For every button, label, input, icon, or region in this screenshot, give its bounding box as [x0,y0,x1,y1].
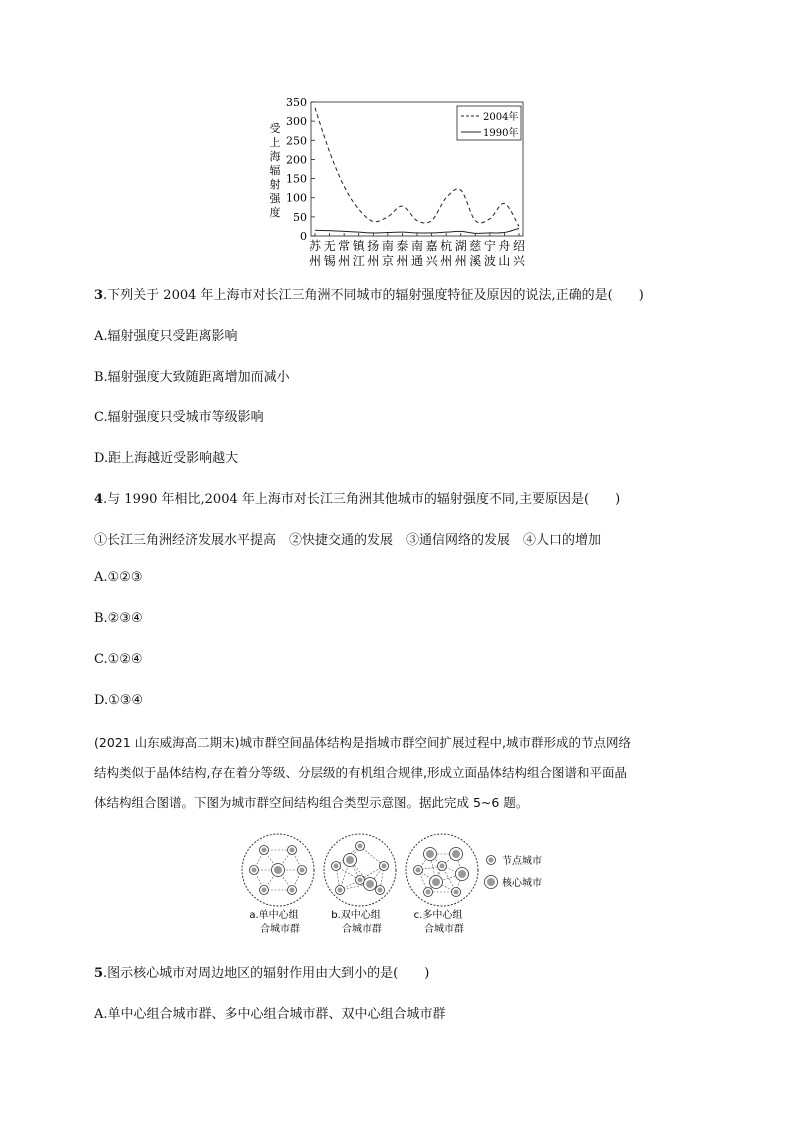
x-tick-label: 扬 [367,239,380,253]
x-tick-label: 舟 [498,239,511,253]
x-tick-label: 京 [381,254,394,268]
q4-items: ①长江三角洲经济发展水平提高 ②快捷交通的发展 ③通信网络的发展 ④人口的增加 [94,533,602,548]
x-tick-label: 泰 [396,239,409,253]
legend-node-city: 节点城市 [502,856,542,867]
x-tick-label: 苏 [308,239,322,253]
core-city-center [432,878,440,886]
core-city-center [458,870,466,878]
y-axis-label-char: 上 [269,136,281,149]
x-tick-label: 湖 [454,239,467,253]
q3-option-d[interactable]: D.距上海越近受影响越大 [94,451,239,466]
y-axis-label-char: 辐 [269,164,281,177]
y-tick-label: 350 [286,96,307,109]
node-city-center [426,890,431,895]
q4-option-a[interactable]: A.①②③ [94,570,143,585]
node-city-center [338,888,343,893]
y-tick-label: 200 [286,153,307,167]
legend-2004: 2004年 [483,112,519,123]
caption-b-line2: 合城市群 [342,924,382,935]
x-tick-label: 镇 [352,239,365,253]
node-city-center [290,848,295,853]
x-tick-label: 通 [410,254,424,268]
y-tick-label: 150 [286,172,307,186]
x-tick-label: 绍 [512,239,526,253]
x-tick-label: 杭 [440,239,453,253]
y-tick-label: 300 [286,115,307,129]
radiation-line-chart [265,96,535,268]
intro-paragraph [94,728,704,818]
x-tick-label: 兴 [512,254,526,268]
x-tick-label: 州 [440,254,453,268]
x-tick-label: 州 [454,254,467,268]
diagram-legend [485,854,543,889]
node-city-center [454,890,459,895]
node-city-center [358,878,363,883]
chart-legend [457,106,521,140]
x-tick-label: 南 [410,239,424,253]
x-tick-label: 州 [396,254,409,268]
y-tick-label: 100 [286,191,307,205]
question-5-stem: 5.图示核心城市对周边地区的辐射作用由大到小的是( ) [94,966,430,981]
y-tick-label: 250 [286,134,307,148]
y-axis-label-char: 强 [269,192,281,205]
x-tick-label: 溪 [469,254,482,268]
x-tick-label: 常 [338,239,351,253]
node-city-center [262,848,267,853]
x-tick-label: 南 [381,239,394,253]
legend-1990: 1990年 [483,128,519,139]
x-tick-label: 州 [367,254,380,268]
question-4-stem: 4.与 1990 年相比,2004 年上海市对长江三角洲其他城市的辐射强度不同,主要原因是( ) [94,492,621,507]
x-tick-label: 慈 [469,239,482,253]
q4-option-b[interactable]: B.②③④ [94,611,143,626]
node-city-center [252,868,257,873]
caption-b-line1: b.双中心组 [331,910,381,921]
y-tick-label: 50 [293,210,307,224]
series-line-1990 [315,228,519,233]
x-tick-label: 山 [498,254,511,268]
core-city-center [346,856,354,864]
node-city-center [382,864,387,869]
caption-a-line2: 合城市群 [260,924,300,935]
x-tick-label: 宁 [483,239,496,253]
legend-core-city: 核心城市 [502,878,542,889]
question-3-stem: 3.下列关于 2004 年上海市对长江三角洲不同城市的辐射强度特征及原因的说法,正确的是( ) [94,288,644,303]
q3-option-b[interactable]: B.辐射强度大致随距离增加而减小 [94,370,290,385]
caption-c-line1: c.多中心组 [413,910,463,921]
q3-option-a[interactable]: A.辐射强度只受距离影响 [94,329,238,344]
intro-line: (2021 山东威海高二期末)城市群空间晶体结构是指城市群空间扩展过程中,城市群形成的节点网络 [94,735,632,750]
node-city-center [378,888,383,893]
node-city-center [416,868,421,873]
x-tick-label: 锡 [323,254,336,268]
node-city-center [358,844,363,849]
node-city-center [262,888,267,893]
core-city-center [366,880,374,888]
x-tick-label: 嘉 [425,239,438,253]
q4-option-c[interactable]: C.①②④ [94,652,143,667]
q5-option-a[interactable]: A.单中心组合城市群、多中心组合城市群、双中心组合城市群 [94,1007,446,1022]
node-city-center [334,864,339,869]
core-city-center [274,866,282,874]
x-tick-label: 江 [352,254,365,268]
y-tick-label: 0 [300,230,307,243]
y-axis-label-char: 射 [269,178,281,191]
caption-a-line1: a.单中心组 [249,910,299,921]
node-city-center [440,864,445,869]
x-tick-label: 波 [483,254,496,268]
y-axis-label-char: 度 [269,206,281,219]
city-cluster-diagram [236,832,566,938]
node-city-center [300,868,305,873]
intro-line: 体结构组合图谱。下图为城市群空间结构组合类型示意图。据此完成 5~6 题。 [94,795,529,810]
x-tick-label: 无 [323,239,336,253]
core-city-center [426,850,434,858]
y-axis-label-char: 受 [269,122,281,135]
x-tick-label: 州 [338,254,351,268]
x-tick-label: 兴 [425,254,438,268]
node-city-center [290,888,295,893]
x-tick-label: 州 [308,254,322,268]
q4-option-d[interactable]: D.①③④ [94,693,144,708]
y-axis-label-char: 海 [269,150,281,163]
intro-line: 结构类似于晶体结构,存在着分等级、分层级的有机组合规律,形成立面晶体结构组合图谱和平面晶 [94,765,627,780]
core-city-center [452,850,460,858]
caption-c-line2: 合城市群 [424,924,464,935]
q3-option-c[interactable]: C.辐射强度只受城市等级影响 [94,410,264,425]
